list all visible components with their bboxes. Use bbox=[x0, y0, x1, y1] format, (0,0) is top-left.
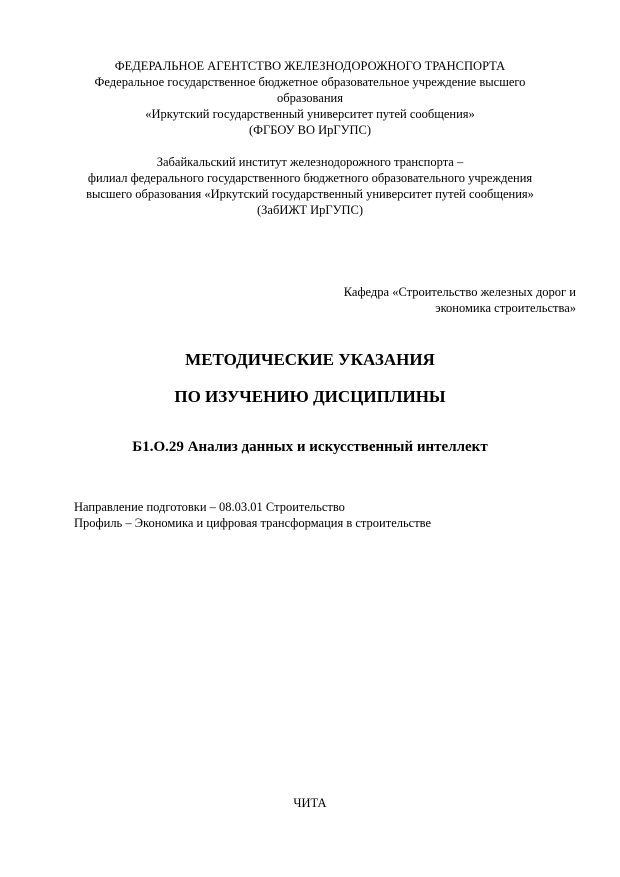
department-line-2: экономика строительства» bbox=[435, 301, 576, 315]
agency-name: ФЕДЕРАЛЬНОЕ АГЕНТСТВО ЖЕЛЕЗНОДОРОЖНОГО ТРАНСПОРТА bbox=[114, 59, 506, 73]
institution-type-line-1: Федеральное государственное бюджетное образовательное учреждение высшего bbox=[94, 75, 526, 89]
document-title-line-2: ПО ИЗУЧЕНИЮ ДИСЦИПЛИНЫ bbox=[174, 387, 446, 406]
branch-abbreviation: (ЗабИЖТ ИрГУПС) bbox=[257, 203, 363, 217]
branch-name: Забайкальский институт железнодорожного транспорта – bbox=[156, 155, 464, 169]
branch-description-line-2: высшего образования «Иркутский государственный университет путей сообщения» bbox=[86, 187, 534, 201]
institution-type-line-2: образования bbox=[277, 91, 343, 105]
study-profile: Профиль – Экономика и цифровая трансформация в строительстве bbox=[74, 516, 432, 530]
study-info-block bbox=[74, 499, 431, 531]
university-abbreviation: (ФГБОУ ВО ИрГУПС) bbox=[248, 123, 372, 137]
city-footer: ЧИТА bbox=[293, 796, 327, 810]
document-title-line-1: МЕТОДИЧЕСКИЕ УКАЗАНИЯ bbox=[185, 350, 435, 369]
header-agency-block bbox=[0, 58, 620, 138]
department-block bbox=[344, 284, 576, 316]
study-direction: Направление подготовки – 08.03.01 Строительство bbox=[74, 500, 345, 514]
branch-description-line-1: филиал федерального государственного бюджетного образовательного учреждения bbox=[87, 171, 533, 185]
discipline-title: Б1.О.29 Анализ данных и искусственный интеллект bbox=[132, 439, 488, 455]
header-branch-block bbox=[0, 154, 620, 218]
university-name: «Иркутский государственный университет путей сообщения» bbox=[145, 107, 475, 121]
department-line-1: Кафедра «Строительство железных дорог и bbox=[343, 285, 576, 299]
